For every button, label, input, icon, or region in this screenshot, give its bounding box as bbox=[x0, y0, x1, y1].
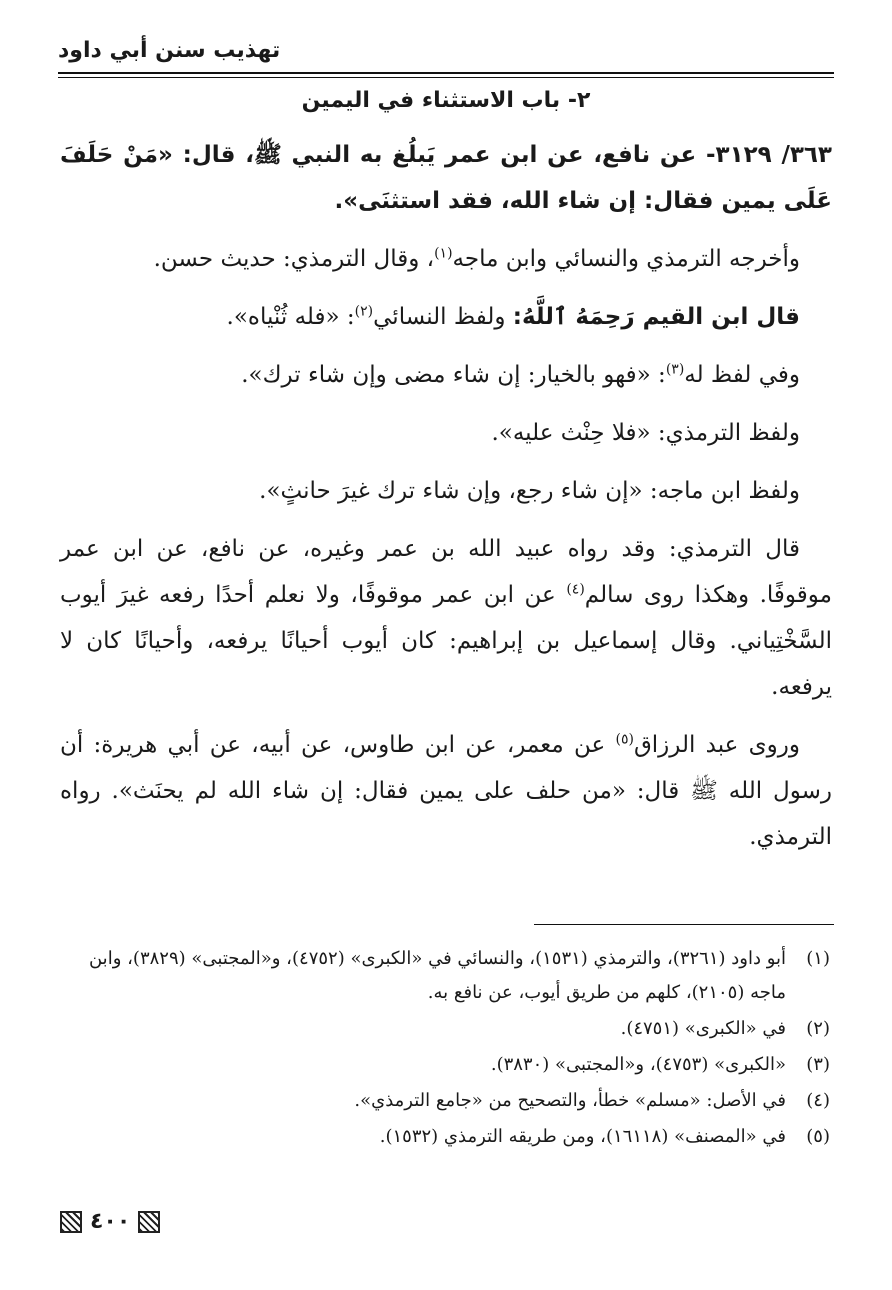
footnote-ref-3: (٣) bbox=[665, 361, 685, 378]
paragraph-7-text-a: وروى عبد الرزاق bbox=[633, 732, 800, 758]
chapter-title: ٢- باب الاستثناء في اليمين bbox=[301, 88, 591, 113]
paragraph-7 bbox=[60, 722, 832, 860]
footnote-number: (٥) bbox=[806, 1126, 830, 1147]
footnote-ref-1: (١) bbox=[434, 245, 453, 262]
paragraph-3 bbox=[60, 352, 832, 398]
paragraph-6-text-b: عن ابن عمر موقوفًا، ولا نعلم أحدًا رفعه غيرَ أيوب السَّخْتِياني. وقال إسماعيل بن إبراهيم: كان أيوب أحيانًا يرفعه، وأحيانًا كان لا يرفعه. bbox=[60, 582, 832, 700]
footnote-ref-5: (٥) bbox=[615, 731, 634, 748]
paragraph-2 bbox=[60, 294, 832, 340]
footnote bbox=[60, 1012, 830, 1046]
paragraph-1-text-a: وأخرجه الترمذي والنسائي وابن ماجه bbox=[452, 246, 800, 272]
paragraph-3-text-a: وفي لفظ له bbox=[684, 362, 800, 388]
ornament-icon bbox=[138, 1211, 160, 1233]
footnote-text: في «المصنف» (١٦١١٨)، ومن طريقه الترمذي (١٥٣٢). bbox=[379, 1126, 786, 1147]
ibn-qayyim-heading: قال ابن القيم رَحِمَهُ ٱللَّهُ: bbox=[512, 304, 800, 330]
footnotes bbox=[60, 942, 830, 1156]
hadith-text: ٣٦٣/ ٣١٢٩- عن نافع، عن ابن عمر يَبلُغ به النبي ﷺ، قال: «مَنْ حَلَفَ عَلَى يمين فقال: إن شاء الله، فقد استثنَى». bbox=[60, 142, 832, 214]
footnote-text: في «الكبرى» (٤٧٥١). bbox=[620, 1018, 786, 1039]
footnote-ref-2: (٢) bbox=[354, 303, 374, 320]
footnote-number: (٤) bbox=[806, 1090, 830, 1111]
footnote bbox=[60, 1048, 830, 1082]
paragraph-2-text-b: : «فله ثُنْياه». bbox=[226, 304, 355, 330]
paragraph-4: ولفظ الترمذي: «فلا حِنْث عليه». bbox=[491, 420, 800, 446]
paragraph-1-text-b: ، وقال الترمذي: حديث حسن. bbox=[153, 246, 435, 272]
footnote-text: أبو داود (٣٢٦١)، والترمذي (١٥٣١)، والنسائي في «الكبرى» (٤٧٥٢)، و«المجتبى» (٣٨٢٩)، وابن ماجه (٢١٠٥)، كلهم من طريق أيوب، عن نافع به. bbox=[88, 948, 786, 1003]
folio bbox=[60, 1209, 160, 1234]
footnote-number: (٣) bbox=[806, 1054, 830, 1075]
footnote bbox=[60, 1120, 830, 1154]
footnote-number: (٢) bbox=[806, 1018, 830, 1039]
header-rule-thin bbox=[58, 77, 834, 78]
paragraph-1 bbox=[60, 236, 832, 282]
paragraph-5: ولفظ ابن ماجه: «إن شاء رجع، وإن شاء ترك غيرَ حانثٍ». bbox=[259, 478, 800, 504]
header-rule-thick bbox=[58, 72, 834, 74]
footnote bbox=[60, 942, 830, 1010]
paragraph-2-text-a: ولفظ النسائي bbox=[373, 304, 513, 330]
paragraph-3-text-b: : «فهو بالخيار: إن شاء مضى وإن شاء ترك». bbox=[241, 362, 666, 388]
paragraph-6-text-a: قال الترمذي: وقد رواه عبيد الله بن عمر وغيره، عن نافع، عن ابن عمر موقوفًا. وهكذا روى سالم bbox=[60, 536, 832, 608]
running-head bbox=[58, 36, 834, 70]
footnote bbox=[60, 1084, 830, 1118]
main-text bbox=[60, 132, 832, 872]
ornament-icon bbox=[60, 1211, 82, 1233]
footnote-text: في الأصل: «مسلم» خطأ، والتصحيح من «جامع الترمذي». bbox=[354, 1090, 786, 1111]
running-title: تهذيب سنن أبي داود bbox=[58, 38, 281, 63]
paragraph-6 bbox=[60, 526, 832, 710]
footnote-text: «الكبرى» (٤٧٥٣)، و«المجتبى» (٣٨٣٠). bbox=[490, 1054, 786, 1075]
page-number: ٤٠٠ bbox=[90, 1209, 131, 1234]
footnote-rule bbox=[534, 924, 834, 925]
footnote-ref-4: (٤) bbox=[566, 581, 585, 598]
footnote-number: (١) bbox=[806, 948, 830, 969]
paragraph-7-text-b: عن معمر، عن ابن طاوس، عن أبيه، عن أبي هريرة: أن رسول الله ﷺ قال: «من حلف على يمين فقال: إن شاء الله لم يحنَث». رواه الترمذي. bbox=[60, 732, 832, 850]
